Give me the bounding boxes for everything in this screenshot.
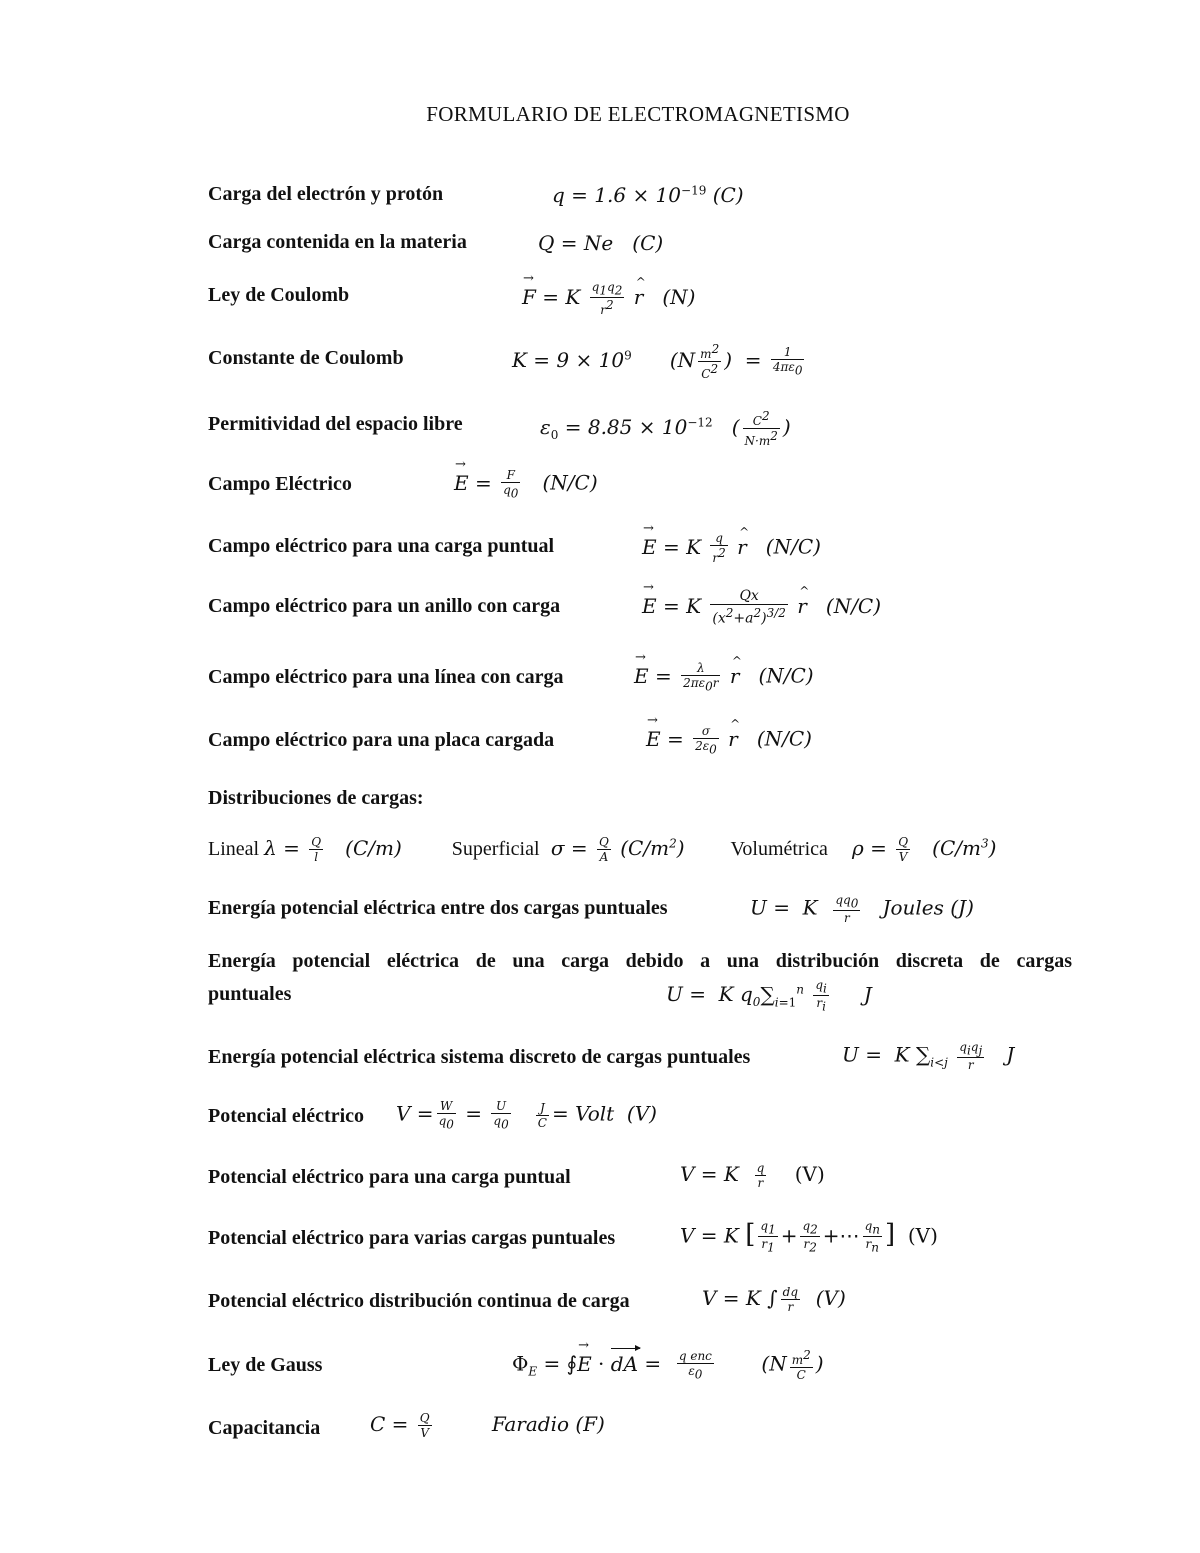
label-potential-energy-system: Energía potencial eléctrica sistema discreto de cargas puntuales [208,1046,751,1068]
formula-coulomb-constant: $K = 9 \times 10^9$ (N $\frac{m^2}{C^2}$ ) = $\frac{1}{4\pi\varepsilon_0}$ [512,342,803,381]
label-field-ring: Campo eléctrico para un anillo con carga [208,595,561,617]
label-electron-charge: Carga del electrón y protón [208,183,444,205]
distribution-linear-label: Lineal [208,838,260,860]
unit-joule-2: J [1006,1042,1015,1067]
coulomb-constant-value: K = 9 × 10 [512,348,625,372]
formula-potential-energy-system: U = K $\sum_{i<j}$ $\frac{q_iq_j}{r}$ J [842,1040,1015,1073]
unit-volt-1: (V) [626,1101,657,1126]
label-field-plate: Campo eléctrico para una placa cargada [208,729,555,751]
unit-coulomb-1: (C) [712,183,744,207]
label-charge-distributions: Distribuciones de cargas: [208,787,424,809]
electron-charge-value: q = 1.6 × 10 [552,183,682,207]
unit-joule-1: J [863,982,872,1007]
label-potential-continuous: Potencial eléctrico distribución continua de carga [208,1290,630,1312]
coulomb-constant-exponent: 9 [624,348,632,363]
formula-capacitance: C = $\frac{Q}{V}$ Faradio (F) [370,1411,605,1440]
formula-coulomb-law: → F = K $\frac{q_1q_2}{r^2}$ ^ r (N) [522,280,695,317]
formula-field-point-charge: → E = K $\frac{q}{r^2}$ ^ r (N/C) [642,531,821,565]
formula-potential-point-charge: V = K $\frac{q}{r}$ (V) [680,1161,825,1190]
label-potential-point-charge: Potencial eléctrico para una carga puntual [208,1166,571,1188]
unit-joules: Joules (J) [882,895,974,920]
label-potential-several-charges: Potencial eléctrico para varias cargas puntuales [208,1227,616,1249]
label-field-line: Campo eléctrico para una línea con carga [208,666,564,688]
formula-field-line: → E = $\frac{\lambda}{2\pi\varepsilon_0r}$ ^ r (N/C) [634,661,814,693]
formula-field-plate: → E = $\frac{\sigma}{2\varepsilon_0}$ ^ r (N/C) [646,724,812,756]
label-coulomb-law: Ley de Coulomb [208,284,350,306]
electron-charge-exponent: −19 [681,183,707,198]
permittivity-value: = 8.85 × 10 [558,415,688,439]
unit-coulomb-2: (C) [632,231,664,255]
label-potential-energy-discrete-line2: puntuales [208,983,292,1005]
label-electric-field: Campo Eléctrico [208,473,352,495]
formula-electric-field: → E = $\frac{F}{q_0}$ (N/C) [454,468,598,500]
label-field-point-charge: Campo eléctrico para una carga puntual [208,535,555,557]
label-potential-energy-discrete-line1: Energía potencial eléctrica de una carga debido a una distribución discreta de cargas [208,950,1072,972]
formula-potential-several-charges: V = K [ $\frac{q_1}{r_1}$ + $\frac{q_2}{r_2}$ +⋯ $\frac{q_n}{r_n}$ ] (V) [680,1219,938,1255]
unit-volt-2: (V) [794,1162,825,1186]
label-capacitance: Capacitancia [208,1417,321,1439]
formula-potential-energy-two: U = K $\frac{qq_0}{r}$ Joules (J) [750,893,974,926]
unit-farad: Faradio (F) [491,1412,605,1436]
formula-electric-potential: V = $\frac{W}{q_0}$ = $\frac{U}{q_0}$ $\frac{J}{C}$ = Volt (V) [396,1099,657,1132]
unit-n-per-c-4: (N/C) [758,663,814,688]
distribution-volume-label: Volumétrica [730,838,828,860]
unit-n-per-c-3: (N/C) [825,593,882,618]
label-coulomb-constant: Constante de Coulomb [208,347,404,369]
formula-matter-charge: Q = Ne (C) [538,231,664,255]
formula-gauss-law: $\Phi_E$ = ∮→ E · dA = $\frac{\text{q enc}}{\varepsilon_0}$ (N $\frac{m^2}{C}$ ) [512,1348,824,1382]
label-gauss-law: Ley de Gauss [208,1354,323,1376]
unit-n-per-c-5: (N/C) [756,726,812,751]
distributions-row: Lineal λ = $\frac{Q}{l}$ (C/m) Superficial σ = $\frac{Q}{A}$ $(C/m^2)$ Volumétrica ρ = $\frac{Q}{V}$ $(C/m^3)$ [208,835,997,864]
permittivity-exponent: −12 [687,415,713,430]
formula-potential-energy-discrete: U = K $q_0\sum_{i=1}^n$ $\frac{q_i}{r_i}$ J [666,978,872,1014]
formula-permittivity: $\varepsilon_0 = 8.85 \times 10^{-12}$ ( $\frac{C^2}{N\cdot m^2}$ ) [540,409,791,448]
unit-volt-4: (V) [815,1286,846,1310]
formula-potential-continuous: V = K ∫ $\frac{dq}{r}$ (V) [702,1285,846,1314]
label-potential-energy-two: Energía potencial eléctrica entre dos cargas puntuales [208,897,668,919]
formula-field-ring: → E = K $\frac{Qx}{(x^2+a^2)^{3/2}}$ ^ r (N/C) [642,588,881,627]
label-permittivity: Permitividad del espacio libre [208,413,463,435]
unit-n-per-c-1: (N/C) [542,470,598,495]
unit-newton: (N) [662,285,696,310]
distribution-surface-label: Superficial [451,838,540,860]
page-title: FORMULARIO DE ELECTROMAGNETISMO [426,102,850,126]
unit-volt-3: (V) [907,1223,938,1248]
label-matter-charge: Carga contenida en la materia [208,231,467,253]
label-electric-potential: Potencial eléctrico [208,1105,365,1127]
unit-n-per-c-2: (N/C) [765,534,821,559]
formula-electron-charge [552,183,744,207]
